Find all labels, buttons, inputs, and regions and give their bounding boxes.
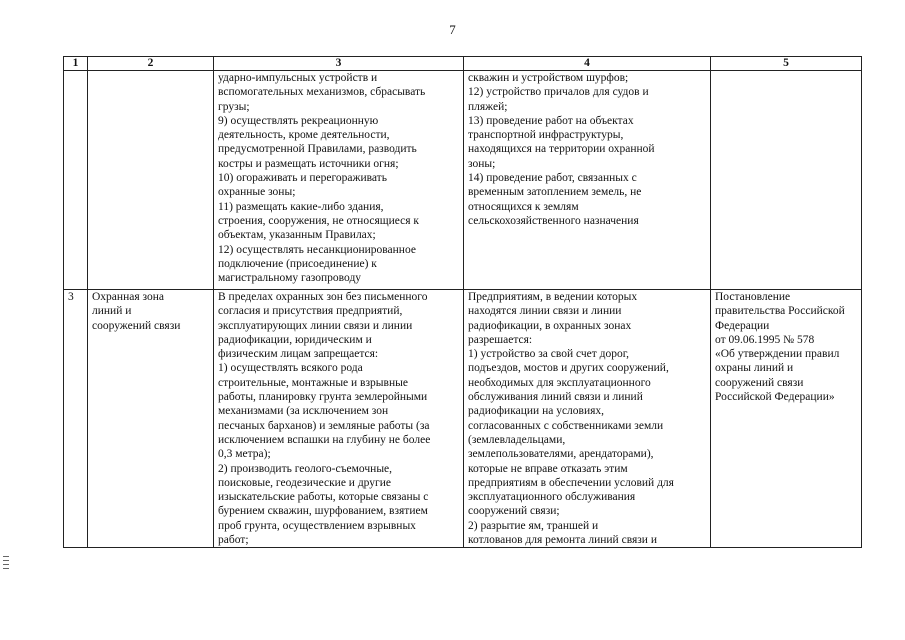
table-row-3 (64, 290, 862, 548)
row-continued-col-1 (64, 71, 88, 290)
scan-edge-marks (3, 556, 9, 572)
table-header-row (64, 57, 862, 71)
row-3-zone-name: Охранная зона линий и сооружений связи (88, 290, 214, 548)
row-continued-permissions: скважин и устройством шурфов; 12) устройство причалов для судов и пляжей; 13) проведение работ на объектах транспортной инфраструктуры, находящихся на территории охранной зоны; 14) проведение работ, связанных с временным затоплением земель, не относящихся к землям сельскохозяйственного назначения (464, 71, 711, 290)
page-number: 7 (449, 22, 456, 37)
row-3-permissions: Предприятиям, в ведении которых находятся линии связи и линии радиофикации, в охранных зонах разрешается: 1) устройство за свой счет дорог, подъездов, мостов и других сооружений, необходимых для эксплуатационного обслуживания линий связи и линий радиофикации на условиях, согласованных с собственниками земли (землевладельцами, землепользователями, арендаторами), которые не вправе отказать этим предприятиям в обеспечении условий для эксплуатационного обслуживания сооружений связи; 2) разрытие ям, траншей и котлованов для ремонта линий связи и (464, 290, 711, 548)
row-continued-col-2 (88, 71, 214, 290)
header-col-1: 1 (64, 57, 88, 71)
row-continued-prohibitions: ударно-импульсных устройств и вспомогательных механизмов, сбрасывать грузы; 9) осуществлять рекреационную деятельность, кроме деятельности, предусмотренной Правилами, разводить костры и размещать источники огня; 10) огораживать и перегораживать охранные зоны; 11) размещать какие-либо здания, строения, сооружения, не относящиеся к объектам, указанным Правилах; 12) осуществлять несанкционированное подключение (присоединение) к магистральному газопроводу (214, 71, 464, 290)
row-3-number: 3 (64, 290, 88, 548)
table-row-continued (64, 71, 862, 290)
header-col-2: 2 (88, 57, 214, 71)
header-col-5: 5 (711, 57, 862, 71)
regulation-table (63, 56, 862, 548)
header-col-4: 4 (464, 57, 711, 71)
row-3-legal-basis: Постановление правительства Российской Федерации от 09.06.1995 № 578 «Об утверждении правил охраны линий и сооружений связи Российской Федерации» (711, 290, 862, 548)
row-3-prohibitions: В пределах охранных зон без письменного согласия и присутствия предприятий, эксплуатирующих линии связи и линии радиофикации, юридическим и физическим лицам запрещается: 1) осуществлять всякого рода строительные, монтажные и взрывные работы, планировку грунта землеройными механизмами (за исключением зон песчаных барханов) и земляные работы (за исключением вспашки на глубину не более 0,3 метра); 2) производить геолого-съемочные, поисковые, геодезические и другие изыскательские работы, которые связаны с бурением скважин, шурфованием, взятием проб грунта, осуществлением взрывных работ; (214, 290, 464, 548)
header-col-3: 3 (214, 57, 464, 71)
row-continued-col-5 (711, 71, 862, 290)
